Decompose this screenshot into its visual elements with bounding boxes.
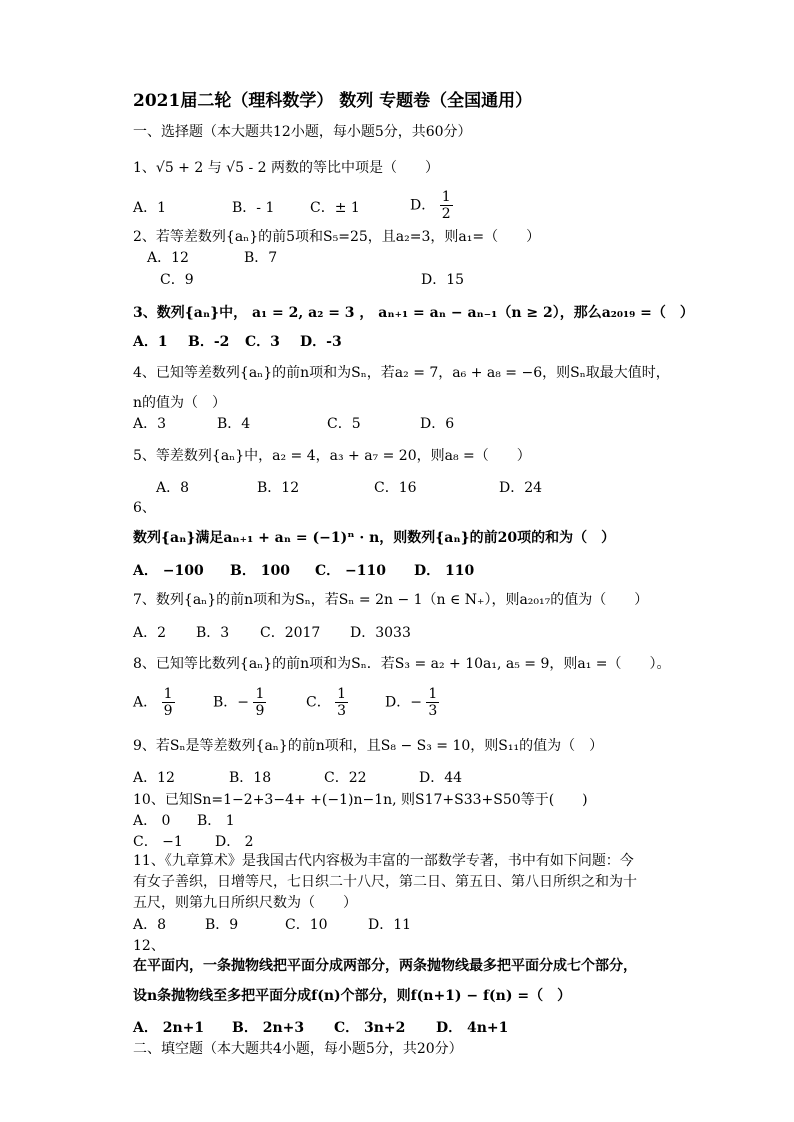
fraction-denominator: 3 xyxy=(337,703,347,719)
section-heading-choice: 一、选择题（本大题共12小题，每小题5分，共60分） xyxy=(133,124,472,140)
question-3-option-a: A．1 xyxy=(133,334,168,350)
question-6-option-c: C． −110 xyxy=(315,563,386,579)
question-6-option-d: D． 110 xyxy=(414,563,475,579)
question-8-option-d-label: D．− xyxy=(385,694,422,711)
question-1-option-c: C．± 1 xyxy=(310,200,360,216)
question-3-option-d: D．-3 xyxy=(300,334,342,350)
fraction-numerator: 1 xyxy=(163,686,173,702)
question-6-option-a: A． −100 xyxy=(133,563,204,579)
question-5-option-b: B．12 xyxy=(257,480,300,496)
question-4-option-d: D．6 xyxy=(420,416,455,432)
question-12-stem-line2: 设n条抛物线至多把平面分成f(n)个部分，则f(n+1) − f(n) =（ ） xyxy=(133,988,572,1004)
question-12-number: 12、 xyxy=(133,938,165,954)
question-8-option-a-label: A． xyxy=(133,694,158,711)
question-1-option-b: B．- 1 xyxy=(232,200,275,216)
question-11-option-c: C．10 xyxy=(285,917,328,933)
question-1-option-a: A．1 xyxy=(133,200,167,216)
question-7-option-b: B．3 xyxy=(196,625,230,641)
fraction-numerator: 1 xyxy=(428,686,438,702)
question-12-option-d: D． 4n+1 xyxy=(436,1020,509,1036)
question-12-option-c: C． 3n+2 xyxy=(334,1020,406,1036)
question-11-option-a: A．8 xyxy=(133,917,167,933)
question-10-option-d: D． 2 xyxy=(215,834,254,850)
page-title: 2021届二轮（理科数学） 数列 专题卷（全国通用） xyxy=(133,91,533,111)
question-9-stem: 9、若Sₙ是等差数列{aₙ}的前n项和，且S₈ − S₃ = 10，则S₁₁的值为（ ） xyxy=(133,738,604,754)
question-12-stem: 在平面内，一条抛物线把平面分成两部分，两条抛物线最多把平面分成七个部分， xyxy=(133,958,637,974)
question-1-option-d-label: D． xyxy=(410,197,436,214)
question-5-option-c: C．16 xyxy=(374,480,417,496)
question-4-option-a: A．3 xyxy=(133,416,167,432)
question-9-option-b: B．18 xyxy=(229,770,272,786)
fraction-one-half xyxy=(440,189,453,222)
question-11-option-b: B．9 xyxy=(205,917,239,933)
question-2-option-d: D．15 xyxy=(421,272,465,288)
question-4-option-b: B．4 xyxy=(217,416,251,432)
question-8-option-d xyxy=(385,686,439,719)
question-1-stem: 1、√5 + 2 与 √5 - 2 两数的等比中项是（ ） xyxy=(133,160,439,176)
question-2-stem: 2、若等差数列{aₙ}的前5项和S₅=25，且a₂=3，则a₁=（ ） xyxy=(133,229,541,245)
question-7-option-a: A．2 xyxy=(133,625,167,641)
question-9-option-c: C．22 xyxy=(324,770,367,786)
question-10-option-a: A． 0 xyxy=(133,813,171,829)
fraction-one-third xyxy=(426,686,439,719)
question-4-option-c: C．5 xyxy=(327,416,361,432)
question-7-option-d: D．3033 xyxy=(350,625,411,641)
question-6-option-b: B． 100 xyxy=(230,563,290,579)
question-11-stem-line2: 有女子善织，日增等尺，七日织二十八尺，第二日、第五日、第八日所织之和为十 xyxy=(133,874,637,890)
question-11-option-d: D．11 xyxy=(368,917,412,933)
fraction-one-third xyxy=(335,686,348,719)
question-2-option-c: C．9 xyxy=(160,272,194,288)
question-5-stem: 5、等差数列{aₙ}中，a₂ = 4，a₃ + a₇ = 20，则a₈ =（ ） xyxy=(133,448,531,464)
question-7-option-c: C．2017 xyxy=(260,625,321,641)
fraction-one-ninth xyxy=(162,686,175,719)
question-5-option-a: A．8 xyxy=(156,480,190,496)
question-6-stem: 数列{aₙ}满足aₙ₊₁ + aₙ = (−1)ⁿ · n，则数列{aₙ}的前20项的和为（ ） xyxy=(133,530,616,546)
question-4-stem: 4、已知等差数列{aₙ}的前n项和为Sₙ，若a₂ = 7，a₆ + a₈ = −6，则Sₙ取最大值时， xyxy=(133,365,670,381)
fraction-denominator: 9 xyxy=(255,703,265,719)
fraction-numerator: 1 xyxy=(255,686,265,702)
question-8-option-c-label: C． xyxy=(306,694,331,711)
question-6-number: 6、 xyxy=(133,500,156,516)
question-11-stem: 11、《九章算术》是我国古代内容极为丰富的一部数学专著，书中有如下问题：今 xyxy=(133,853,634,869)
question-2-option-a: A．12 xyxy=(147,250,189,266)
question-1-option-d xyxy=(410,189,453,222)
question-10-option-b: B． 1 xyxy=(197,813,235,829)
question-10-stem: 10、已知Sn=1−2+3−4+ +(−1)n−1n, 则S17+S33+S50等于( ) xyxy=(133,792,588,808)
question-9-option-a: A．12 xyxy=(133,770,175,786)
fraction-one-ninth xyxy=(253,686,266,719)
fraction-numerator: 1 xyxy=(337,686,347,702)
question-12-option-a: A． 2n+1 xyxy=(133,1020,205,1036)
question-2-option-b: B．7 xyxy=(244,250,278,266)
section-heading-fill-in: 二、填空题（本大题共4小题，每小题5分，共20分） xyxy=(133,1041,463,1057)
question-7-stem: 7、数列{aₙ}的前n项和为Sₙ，若Sₙ = 2n − 1（n ∈ N₊），则a₂₀₁₇的值为（ ） xyxy=(133,592,649,608)
question-8-option-c xyxy=(306,686,348,719)
question-3-option-c: C．3 xyxy=(245,334,280,350)
fraction-denominator: 3 xyxy=(428,703,438,719)
question-8-option-a xyxy=(133,686,175,719)
question-8-stem: 8、已知等比数列{aₙ}的前n项和为Sₙ．若S₃ = a₂ + 10a₁, a₅ = 9，则a₁ =（ ）。 xyxy=(133,656,671,672)
question-4-stem-line2: n的值为（ ） xyxy=(133,395,227,411)
question-10-option-c: C． −1 xyxy=(133,834,183,850)
question-9-option-d: D．44 xyxy=(419,770,463,786)
fraction-numerator: 1 xyxy=(441,189,451,205)
question-8-option-b xyxy=(213,686,266,719)
question-8-option-b-label: B．− xyxy=(213,694,250,711)
question-11-stem-line3: 五尺，则第九日所织尺数为（ ） xyxy=(133,895,357,911)
question-3-option-b: B．-2 xyxy=(188,334,230,350)
fraction-denominator: 9 xyxy=(163,703,173,719)
question-5-option-d: D．24 xyxy=(499,480,543,496)
fraction-denominator: 2 xyxy=(441,206,451,222)
question-3-stem: 3、数列{aₙ}中， a₁ = 2, a₂ = 3 ， aₙ₊₁ = aₙ − aₙ₋₁（n ≥ 2），那么a₂₀₁₉ =（ ） xyxy=(133,305,694,321)
question-12-option-b: B． 2n+3 xyxy=(232,1020,305,1036)
